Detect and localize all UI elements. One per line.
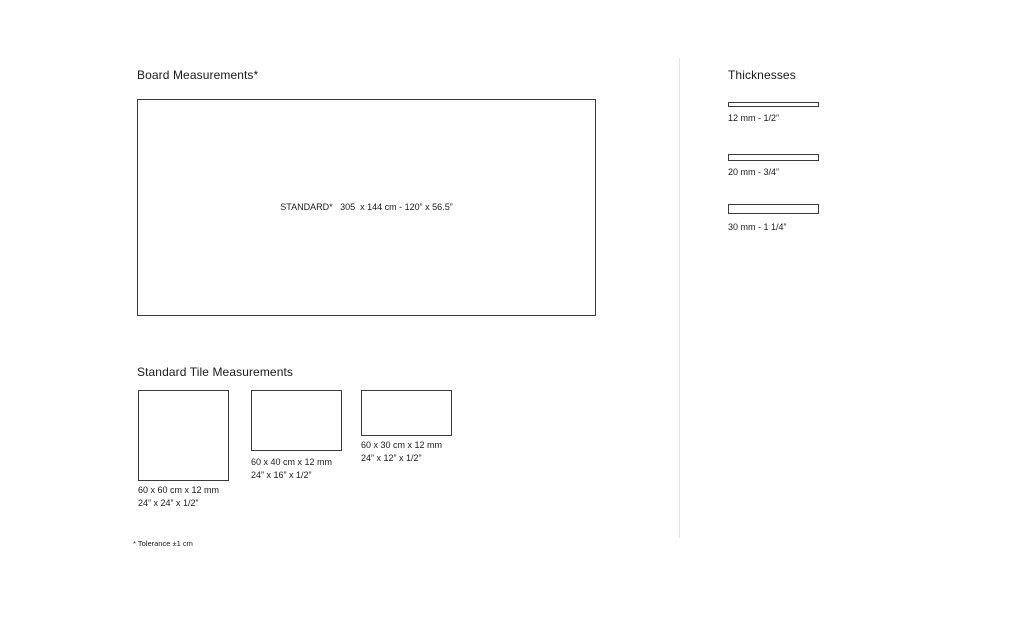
tile-60x60-imperial: 24” x 24” x 1/2” [138, 498, 199, 508]
tile-60x40-imperial: 24” x 16” x 1/2” [251, 470, 312, 480]
tile-60x40-shape [251, 390, 342, 451]
standard-board-shape [137, 99, 596, 316]
tile-60x30-shape [361, 390, 452, 436]
thickness-20mm-label: 20 mm - 3/4” [728, 167, 780, 177]
tile-60x40-caption [251, 456, 332, 482]
standard-board-label: STANDARD* 305 x 144 cm - 120” x 56.5” [280, 202, 453, 212]
tile-60x60-metric: 60 x 60 cm x 12 mm [138, 485, 220, 495]
thicknesses-title: Thicknesses [728, 68, 796, 82]
tile-60x30-caption [361, 439, 442, 465]
thickness-20mm-bar [728, 154, 819, 161]
thickness-30mm-label: 30 mm - 1 1/4” [728, 222, 787, 232]
thickness-12mm-label: 12 mm - 1/2” [728, 113, 780, 123]
section-divider [679, 58, 680, 538]
thickness-30mm-bar [728, 204, 819, 214]
tolerance-footnote: * Tolerance ±1 cm [133, 539, 193, 548]
tile-60x40-metric: 60 x 40 cm x 12 mm [251, 457, 333, 467]
tile-60x30-metric: 60 x 30 cm x 12 mm [361, 440, 443, 450]
thickness-12mm-bar [728, 102, 819, 107]
tile-60x60-caption [138, 484, 219, 510]
board-measurements-title: Board Measurements* [137, 68, 259, 82]
tile-60x30-imperial: 24” x 12” x 1/2” [361, 453, 422, 463]
tile-measurements-title: Standard Tile Measurements [137, 365, 294, 379]
tile-60x60-shape [138, 390, 229, 481]
